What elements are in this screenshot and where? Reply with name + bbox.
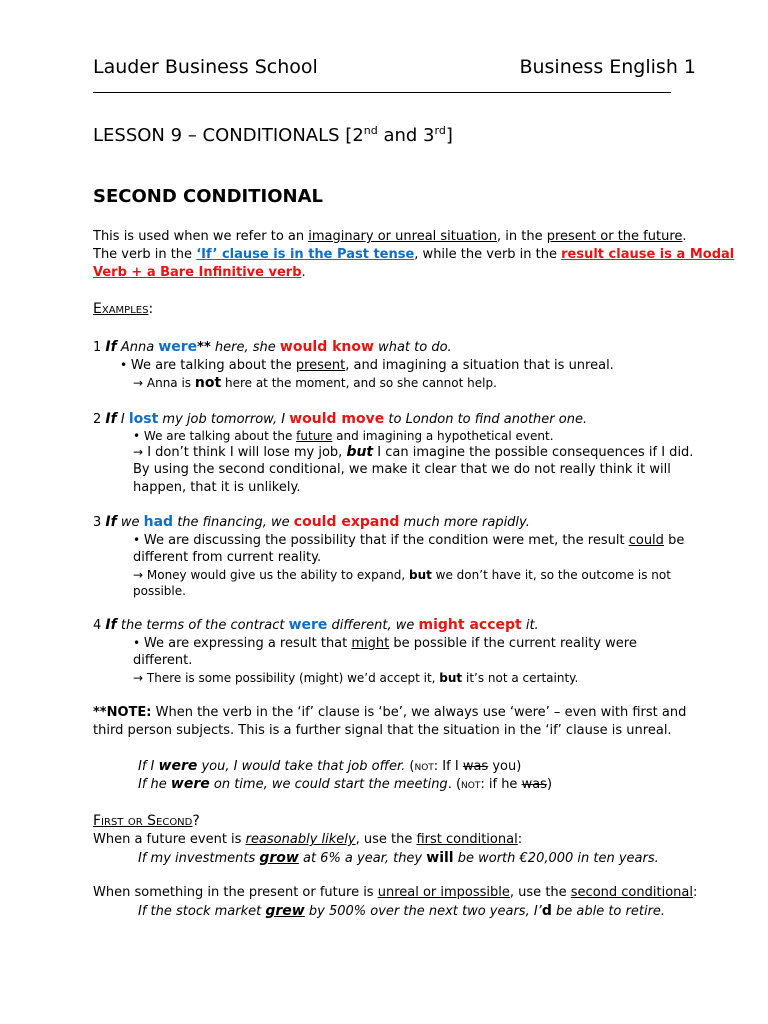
example-2: 2 If I lost my job tomorrow, I would move to London to find another one. xyxy=(93,411,588,427)
lesson-mid: and 3 xyxy=(377,125,435,146)
example-1: 1 If Anna were** here, she would know what to do. xyxy=(93,339,452,355)
intro-line-2: The verb in the ‘If’ clause is in the Past tense, while the verb in the result clause is a Modal xyxy=(93,247,735,262)
example-3-note-2: different from current reality. xyxy=(133,550,322,565)
example-3: 3 If we had the financing, we could expand much more rapidly. xyxy=(93,514,530,530)
note-sentence-2: If he were on time, we could start the meeting. (not: if he was) xyxy=(138,776,553,792)
example-3-result: → Money would give us the ability to expand, but we don’t have it, so the outcome is not xyxy=(133,568,671,582)
arrow-icon: → xyxy=(133,445,144,459)
example-2-note: • We are talking about the future and imagining a hypothetical event. xyxy=(133,429,554,443)
header-course: Business English 1 xyxy=(519,56,696,78)
note-line-2: third person subjects. This is a further signal that the situation in the ‘if’ clause is unreal. xyxy=(93,723,672,738)
example-3-result-2: possible. xyxy=(133,584,186,598)
examples-heading: Examples: xyxy=(93,301,154,317)
section-title: SECOND CONDITIONAL xyxy=(93,186,324,207)
example-2-result-3: happen, that it is unlikely. xyxy=(133,480,301,495)
first-or-second-heading: First or Second? xyxy=(93,813,200,829)
header-school: Lauder Business School xyxy=(93,56,318,78)
lesson-end: ] xyxy=(445,125,453,146)
arrow-icon: → xyxy=(133,671,144,685)
header-rule xyxy=(93,92,671,93)
example-1-note: • We are talking about the present, and imagining a situation that is unreal. xyxy=(120,358,614,373)
example-4-note-2: different. xyxy=(133,653,193,668)
lesson-sup-rd: rd xyxy=(434,124,446,137)
first-rule: When a future event is reasonably likely, use the first conditional: xyxy=(93,832,523,847)
lesson-title xyxy=(93,124,453,146)
example-4: 4 If the terms of the contract were different, we might accept it. xyxy=(93,617,539,633)
first-example: If my investments grow at 6% a year, they will be worth €20,000 in ten years. xyxy=(138,850,659,866)
note-label: **NOTE: xyxy=(93,705,152,720)
arrow-icon: → xyxy=(133,568,144,582)
second-rule: When something in the present or future is unreal or impossible, use the second conditional: xyxy=(93,885,698,900)
example-2-result-2: By using the second conditional, we make it clear that we do not really think it will xyxy=(133,462,671,477)
lesson-sup-nd: nd xyxy=(363,124,378,137)
intro-line-1: This is used when we refer to an imaginary or unreal situation, in the present or the future. xyxy=(93,229,687,244)
lesson-prefix: LESSON 9 – CONDITIONALS [2 xyxy=(93,125,364,146)
note-sentence-1: If I were you, I would take that job offer. (not: If I was you) xyxy=(138,758,522,774)
example-3-note: • We are discussing the possibility that if the condition were met, the result could be xyxy=(133,533,685,548)
intro-line-3: Verb + a Bare Infinitive verb. xyxy=(93,265,306,280)
second-example: If the stock market grew by 500% over the next two years, I’d be able to retire. xyxy=(138,903,666,919)
intro-red-highlight: result clause is a Modal xyxy=(561,247,735,262)
example-1-result: → Anna is not here at the moment, and so she cannot help. xyxy=(133,375,497,391)
example-4-result: → There is some possibility (might) we’d accept it, but it’s not a certainty. xyxy=(133,671,579,685)
arrow-icon: → xyxy=(133,376,144,390)
example-2-result: → I don’t think I will lose my job, but I can imagine the possible consequences if I did. xyxy=(133,444,694,460)
intro-blue-highlight: ‘If’ clause is in the Past tense xyxy=(196,247,415,262)
note-line-1: **NOTE: When the verb in the ‘if’ clause is ‘be’, we always use ‘were’ – even with first and xyxy=(93,705,687,720)
example-4-note: • We are expressing a result that might be possible if the current reality were xyxy=(133,636,637,651)
